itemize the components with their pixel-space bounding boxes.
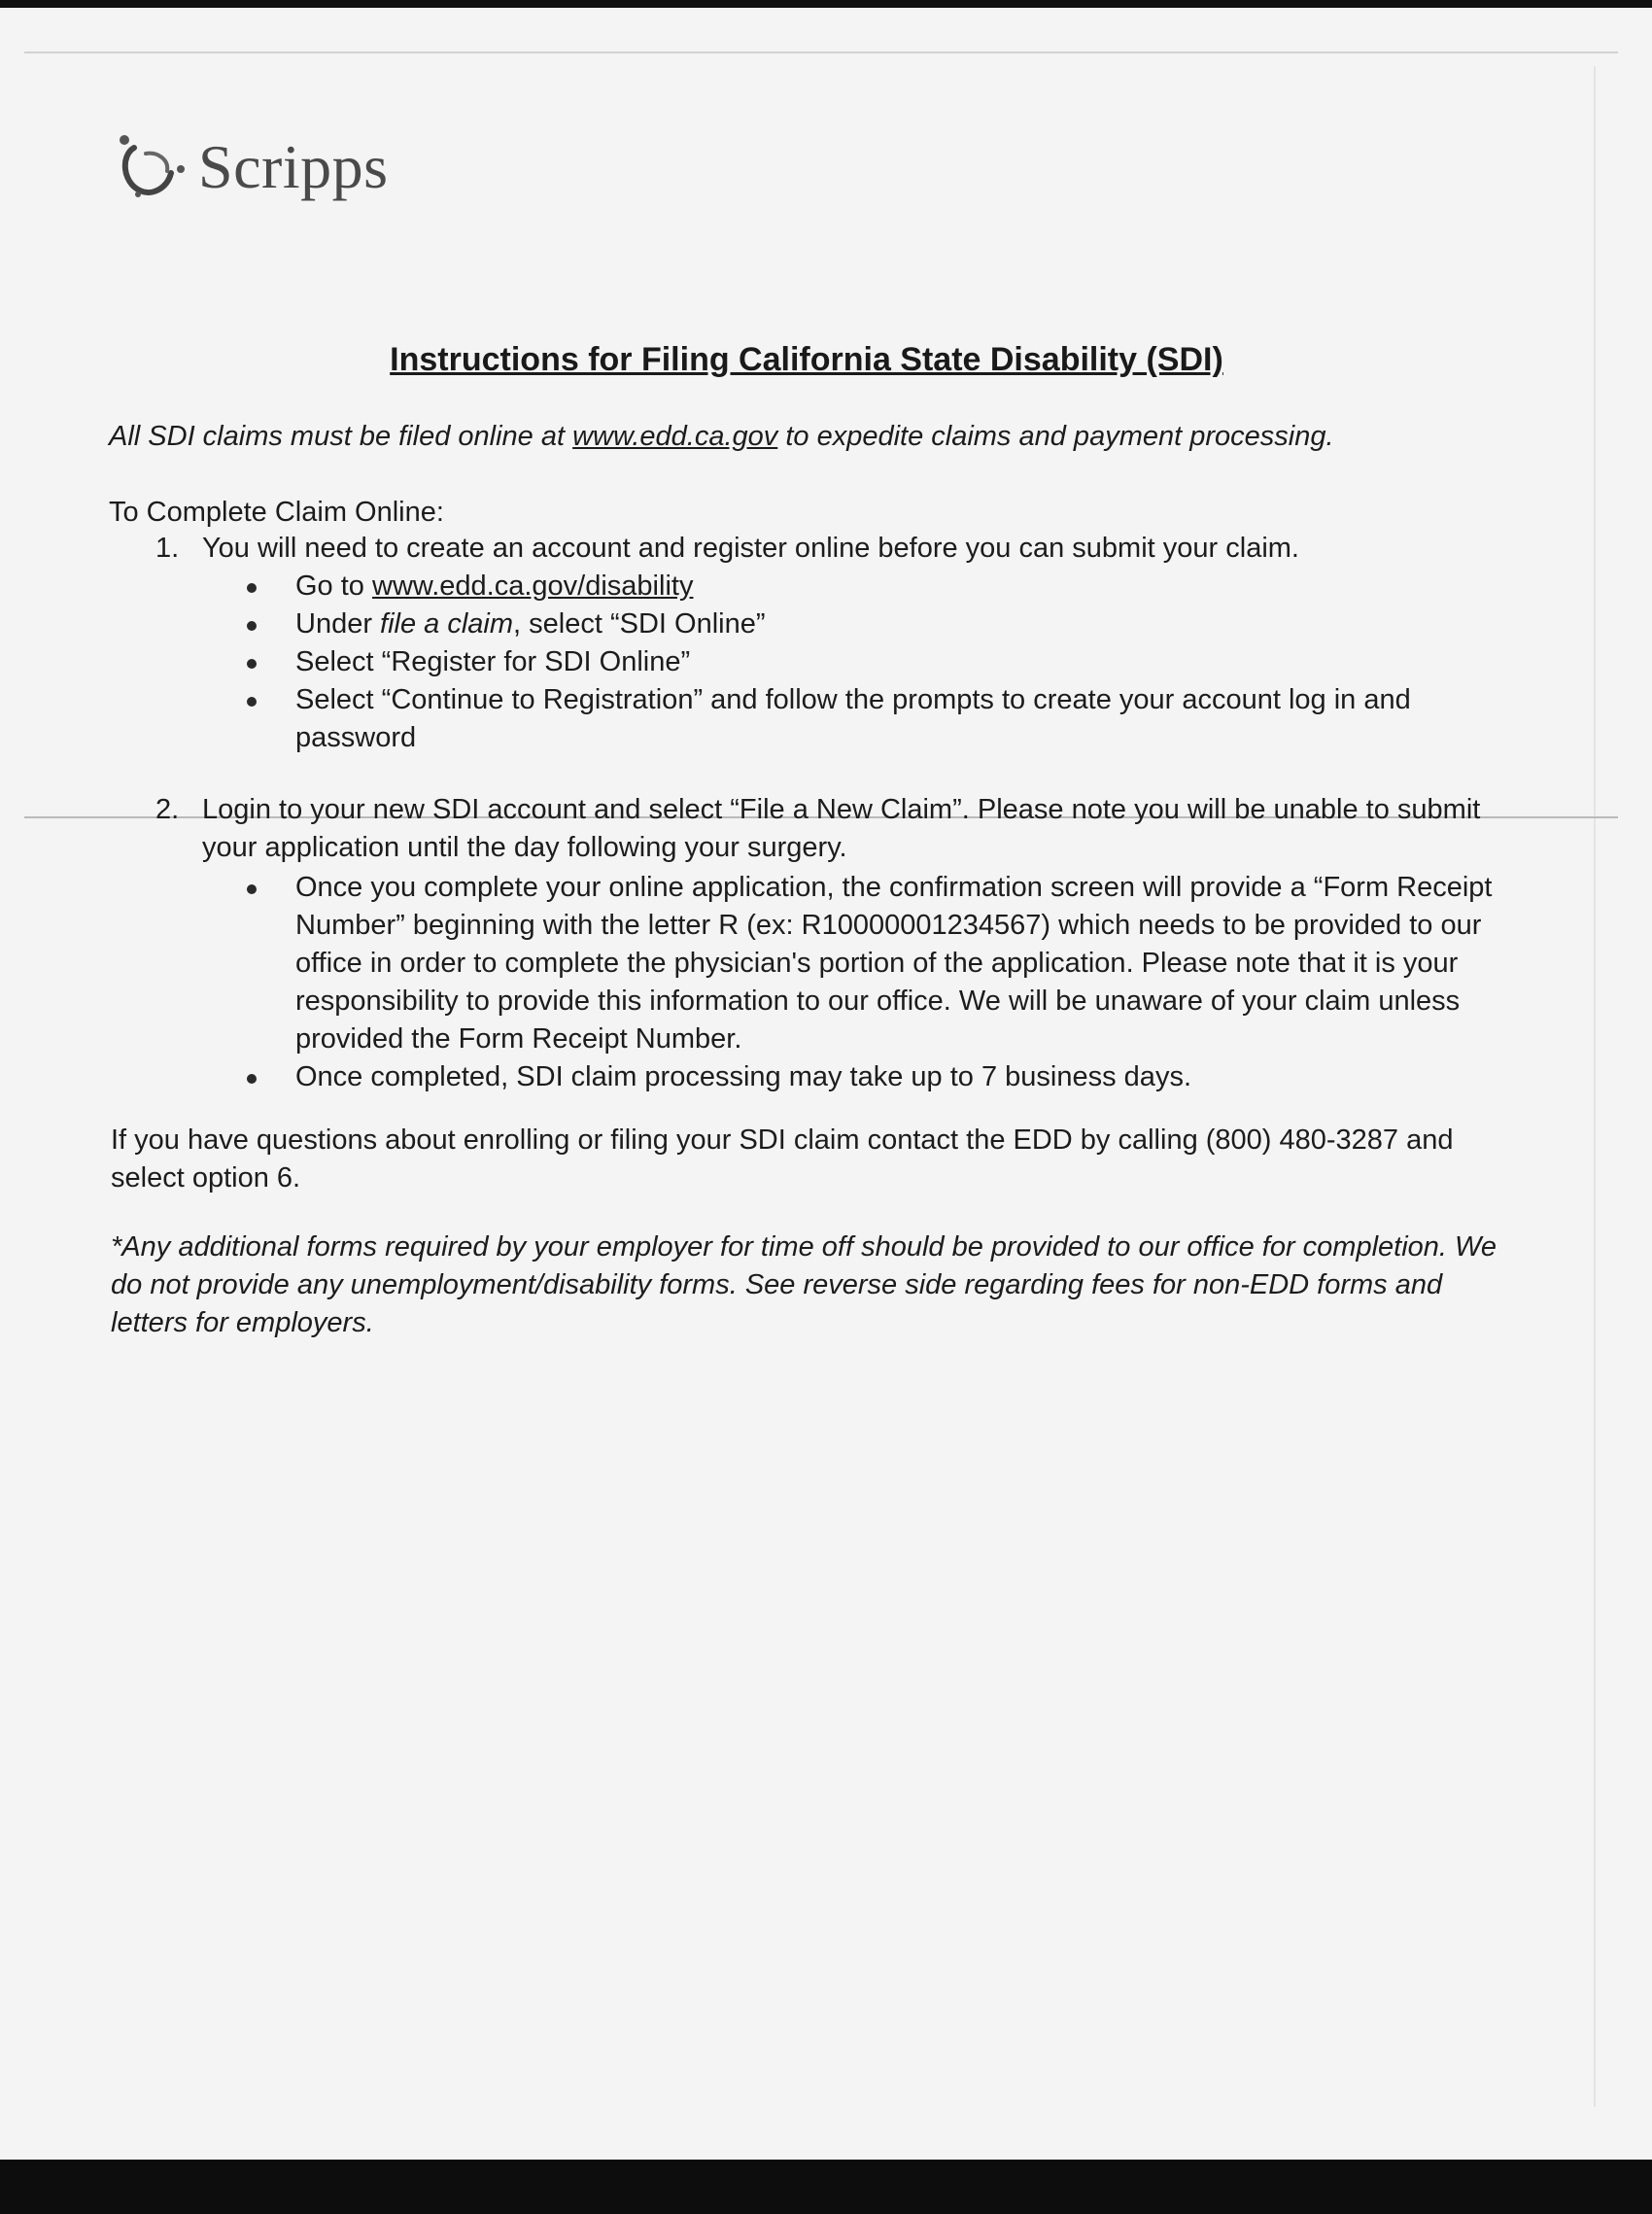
list-item	[245, 605, 1508, 643]
logo-wordmark: Scripps	[198, 132, 389, 201]
list-item	[245, 643, 1508, 681]
bullet-icon	[247, 697, 257, 707]
step-2-bullets	[245, 869, 1508, 1096]
footnote: *Any additional forms required by your employer for time off should be provided to our office for completion. We do not provide any unemployment/disability forms. See reverse side regarding fees for non-EDD forms and letters for employers.	[111, 1231, 1497, 1338]
intro-text: to expedite claims and payment processing.	[777, 421, 1334, 452]
bullet-icon	[247, 659, 257, 669]
page-title: Instructions for Filing California State Disability (SDI)	[390, 341, 1223, 378]
bullet-text: , select “SDI Online”	[513, 608, 766, 640]
step-text: Login to your new SDI account and select “File a New Claim”. Please note you will be unable to submit your application until the day following your surgery.	[202, 794, 1481, 863]
bullet-text: Select “Register for SDI Online”	[295, 646, 691, 677]
list-item	[245, 568, 1508, 605]
list-item	[245, 869, 1508, 1058]
edd-link[interactable]: www.edd.ca.gov	[572, 421, 778, 452]
bullet-text-italic: file a claim	[380, 608, 514, 640]
logo	[117, 132, 389, 202]
list-item	[245, 681, 1508, 757]
step-1-bullets	[245, 568, 1508, 757]
bullet-icon	[247, 621, 257, 631]
bullet-text: Select “Continue to Registration” and follow the prompts to create your account log in and password	[295, 684, 1411, 753]
bullet-text: Under	[295, 608, 381, 640]
intro-text: All SDI claims must be filed online at	[109, 421, 573, 452]
section-label: To Complete Claim Online:	[109, 497, 444, 528]
scan-edge-line	[24, 52, 1618, 53]
document-page	[0, 8, 1652, 2160]
bullet-text: Once you complete your online application, the confirmation screen will provide a “Form Receipt Number” beginning with the letter R (ex: R10000001234567) which needs to be provided to our office in order to complete the physician's portion of the application. Please note that it is your responsibility to provide this information to our office. We will be unaware of your claim unless provided the Form Receipt Number.	[295, 872, 1493, 1055]
edd-disability-link[interactable]: www.edd.ca.gov/disability	[372, 571, 694, 602]
scan-border	[0, 2160, 1652, 2214]
bullet-text: Once completed, SDI claim processing may take up to 7 business days.	[295, 1061, 1191, 1092]
step-number: 2.	[155, 794, 180, 825]
step-2	[155, 791, 1506, 867]
step-1	[155, 530, 1516, 568]
step-number: 1.	[155, 533, 180, 564]
bullet-icon	[247, 1074, 257, 1084]
bullet-icon	[247, 884, 257, 894]
contact-paragraph: If you have questions about enrolling or filing your SDI claim contact the EDD by calling (800) 480-3287 and select option 6.	[111, 1124, 1454, 1193]
bullet-icon	[247, 583, 257, 593]
step-text: You will need to create an account and register online before you can submit your claim.	[202, 533, 1299, 564]
intro-paragraph	[109, 418, 1498, 456]
list-item	[245, 1058, 1508, 1096]
scripps-logo-icon	[117, 132, 187, 202]
bullet-text: Go to	[295, 571, 372, 602]
